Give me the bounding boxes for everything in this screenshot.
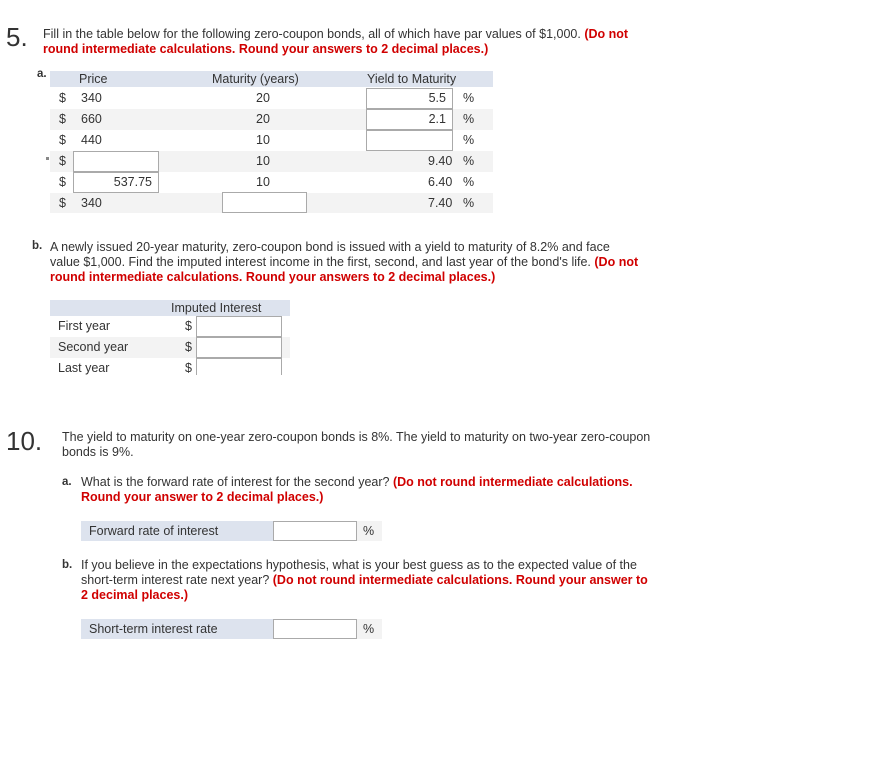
forward-rate-input[interactable] bbox=[273, 521, 357, 541]
imputed-interest-table bbox=[50, 300, 290, 378]
second-year-input[interactable] bbox=[196, 337, 282, 358]
short-term-rate-label: Short-term interest rate bbox=[81, 619, 273, 639]
row-3-dollar: $ bbox=[59, 133, 66, 147]
row-5-price-input[interactable]: 537.75 bbox=[73, 172, 159, 193]
last-year-dollar: $ bbox=[185, 361, 192, 375]
row-2-price: 660 bbox=[81, 112, 102, 126]
header-price: Price bbox=[79, 72, 108, 86]
last-year-label: Last year bbox=[58, 361, 110, 375]
row-marker-dot bbox=[46, 157, 49, 160]
row-2-maturity: 20 bbox=[256, 112, 270, 126]
row-4-dollar: $ bbox=[59, 154, 66, 168]
row-6-price: 340 bbox=[81, 196, 102, 210]
question-10-intro: The yield to maturity on one-year zero-coupon bonds is 8%. The yield to maturity on two-year zero-coupon bonds is 9%. bbox=[62, 430, 651, 459]
row-4-ytm: 9.40 bbox=[428, 154, 453, 168]
question-10-number: 10. bbox=[6, 426, 43, 456]
first-year-dollar: $ bbox=[185, 319, 192, 333]
row-2-pct: % bbox=[463, 112, 475, 126]
row-2-ytm-input[interactable]: 2.1 bbox=[366, 109, 453, 130]
row-3-price: 440 bbox=[81, 133, 102, 147]
first-year-input[interactable] bbox=[196, 316, 282, 337]
imputed-header: Imputed Interest bbox=[171, 301, 262, 315]
header-maturity: Maturity (years) bbox=[212, 72, 299, 86]
row-3-maturity: 10 bbox=[256, 133, 270, 147]
q10-part-a-question: What is the forward rate of interest for the second year? (Do not round intermediate calculations. Round your answer to 2 decimal places.) bbox=[81, 475, 633, 504]
part-b-instructions: A newly issued 20-year maturity, zero-coupon bond is issued with a yield to maturity of 8.2% and face value $1,000. Find the imputed interest income in the first, second, and last year of the bond's life. (Do not round intermediate calculations. Round your answers to 2 decimal places.) bbox=[50, 240, 639, 284]
row-5-ytm: 6.40 bbox=[428, 175, 453, 189]
second-year-dollar: $ bbox=[185, 340, 192, 354]
q10-part-b-question: If you believe in the expectations hypothesis, what is your best guess as to the expected value of the short-term interest rate next year? (Do not round intermediate calculations. Round your answer to 2 decimal places.) bbox=[81, 558, 648, 602]
short-term-rate-input[interactable] bbox=[273, 619, 357, 639]
part-b-label: b. bbox=[32, 240, 43, 252]
forward-rate-pct: % bbox=[357, 521, 382, 541]
row-6-pct: % bbox=[463, 196, 475, 210]
last-year-input[interactable] bbox=[196, 358, 282, 375]
row-1-dollar: $ bbox=[59, 91, 66, 105]
row-6-maturity-input[interactable] bbox=[222, 192, 307, 213]
question-5-instructions: Fill in the table below for the following zero-coupon bonds, all of which have par values of $1,000. (Do not round intermediate calculations. Round your answers to 2 decimal places.) bbox=[43, 27, 629, 56]
row-3-ytm-input[interactable] bbox=[366, 130, 453, 151]
question-5-number: 5. bbox=[6, 22, 28, 52]
forward-rate-label: Forward rate of interest bbox=[81, 521, 273, 541]
row-1-ytm-input[interactable]: 5.5 bbox=[366, 88, 453, 109]
row-4-maturity: 10 bbox=[256, 154, 270, 168]
row-6-dollar: $ bbox=[59, 196, 66, 210]
header-ytm: Yield to Maturity bbox=[367, 72, 457, 86]
second-year-label: Second year bbox=[58, 340, 129, 354]
row-5-dollar: $ bbox=[59, 175, 66, 189]
row-5-pct: % bbox=[463, 175, 475, 189]
row-6-ytm: 7.40 bbox=[428, 196, 453, 210]
bond-table bbox=[50, 71, 493, 213]
q10-part-b-label: b. bbox=[62, 559, 73, 571]
row-5-maturity: 10 bbox=[256, 175, 270, 189]
row-4-pct: % bbox=[463, 154, 475, 168]
first-year-label: First year bbox=[58, 319, 111, 333]
row-2-dollar: $ bbox=[59, 112, 66, 126]
row-1-price: 340 bbox=[81, 91, 102, 105]
q10-part-a-label: a. bbox=[62, 476, 72, 488]
row-1-pct: % bbox=[463, 91, 475, 105]
part-a-label: a. bbox=[37, 68, 47, 80]
row-4-price-input[interactable] bbox=[73, 151, 159, 172]
row-1-maturity: 20 bbox=[256, 91, 270, 105]
short-term-rate-pct: % bbox=[357, 619, 382, 639]
row-3-pct: % bbox=[463, 133, 475, 147]
